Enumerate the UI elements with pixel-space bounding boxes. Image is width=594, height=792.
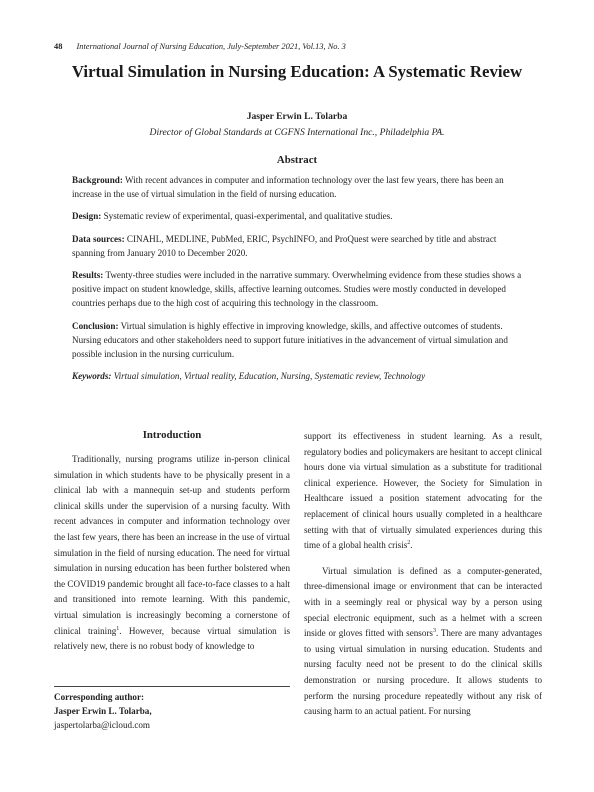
corresponding-author-name: Jasper Erwin L. Tolarba, bbox=[54, 706, 152, 717]
abstract-heading: Abstract bbox=[276, 154, 318, 166]
reference-1: 1 bbox=[116, 625, 120, 632]
results-label: Results: bbox=[72, 270, 104, 281]
conclusion-text: Virtual simulation is highly effective in improving knowledge, skills, and affective outcomes of students. Nursing educators and other stakeholders need to support future initiatives in the advancement of virtual simulation and possible inclusion in the nursing curriculum. bbox=[72, 320, 508, 360]
corresponding-author-label: Corresponding author: bbox=[54, 692, 145, 702]
introduction-paragraph-1-start bbox=[54, 452, 290, 655]
abstract-conclusion bbox=[72, 319, 524, 362]
intro-para2-text: Virtual simulation is defined as a computer-generated, three-dimensional image or environment that can be interacted with in a seemingly real or physical way by a person using special electronic equipment, such as a helmet with a screen inside or gloves fitted with sensors bbox=[304, 565, 542, 639]
abstract-keywords bbox=[72, 369, 524, 383]
introduction-paragraph-1-continued bbox=[304, 429, 542, 554]
design-text: Systematic review of experimental, quasi-experimental, and qualitative studies. bbox=[103, 211, 393, 222]
intro-para1-text: Traditionally, nursing programs utilize in-person clinical simulation in which students have to be physically present in a clinical lab with a mannequin set-up and students perform clinical skills under the supervision of a nursing faculty. With recent advances in computer and information technology over the last few years, there has been an increase in the use of virtual simulation in the field of nursing education. The need for virtual simulation in nursing education has been further bolstered when the COVID19 pandemic brought all face-to-face classes to a halt and transitioned into remote learning. With this pandemic, virtual simulation is increasingly becoming a cornerstone of clinical training bbox=[54, 454, 290, 636]
reference-3: 3 bbox=[432, 628, 436, 635]
abstract-results bbox=[72, 268, 524, 311]
results-text: Twenty-three studies were included in the narrative summary. Overwhelming evidence from these studies shows a positive impact on student knowledge, skills, affective learning outcomes. Studies were mostly conducted in developed countries perhaps due to the high cost of acquiring this technology in the classroom. bbox=[72, 270, 522, 309]
reference-2: 2 bbox=[407, 540, 411, 547]
design-label: Design: bbox=[72, 211, 102, 222]
data-sources-label: Data sources: bbox=[72, 233, 125, 244]
right-column bbox=[304, 429, 542, 720]
keywords-text: Virtual simulation, Virtual reality, Education, Nursing, Systematic review, Technology bbox=[113, 371, 426, 382]
background-text: With recent advances in computer and information technology over the last few years, there has been an increase in the use of virtual simulation in the field of nursing education. bbox=[72, 175, 504, 200]
intro-para1-tail-a: . However, because virtual simulation is relatively new, there is no robust body of knowledge to bbox=[54, 625, 290, 652]
introduction-paragraph-2 bbox=[304, 564, 542, 720]
data-sources-text: CINAHL, MEDLINE, PubMed, ERIC, PsychINFO, and ProQuest were searched by title and abstract spanning from January 2010 to December 2020. bbox=[72, 233, 497, 258]
article-title: Virtual Simulation in Nursing Education: A Systematic Review bbox=[71, 62, 523, 81]
page-number: 48 bbox=[54, 42, 63, 51]
left-column bbox=[54, 429, 290, 655]
abstract-design bbox=[72, 209, 524, 223]
conclusion-label: Conclusion: bbox=[72, 320, 119, 331]
keywords-label: Keywords: bbox=[72, 371, 112, 382]
abstract-background bbox=[72, 173, 524, 201]
intro-para1-tail-b: support its effectiveness in student learning. As a result, regulatory bodies and policymakers are hesitant to accept clinical hours done via virtual simulation as a substitute for traditional clinical experience. However, the Society for Simulation in Healthcare issued a position statement advocating for the replacement of clinical hours usually completed in a healthcare setting with that of virtually simulated experiences during this time of a global health crisis bbox=[304, 431, 542, 551]
author-affiliation: Director of Global Standards at CGFNS International Inc., Philadelphia PA. bbox=[149, 127, 445, 138]
introduction-heading: Introduction bbox=[142, 429, 202, 441]
abstract-body bbox=[72, 173, 524, 391]
corresponding-author-email[interactable]: jaspertolarba@icloud.com bbox=[54, 720, 150, 731]
intro-para2-tail: . There are many advantages to using virtual simulation in nursing education. Students and nursing faculty need not be present to do the clinical skills demonstration or nursing procedure. It allows students to perform the nursing procedure repeatedly without any risk of causing harm to an actual patient. For nursing bbox=[304, 628, 542, 717]
journal-citation: International Journal of Nursing Education, July-September 2021, Vol.13, No. 3 bbox=[76, 42, 346, 51]
footnote-divider bbox=[54, 686, 290, 687]
author-name: Jasper Erwin L. Tolarba bbox=[246, 111, 348, 122]
background-label: Background: bbox=[72, 175, 123, 185]
corresponding-author-block bbox=[54, 690, 294, 733]
intro-para1-end: . bbox=[410, 540, 413, 551]
running-header bbox=[54, 42, 346, 51]
abstract-data-sources bbox=[72, 232, 524, 260]
